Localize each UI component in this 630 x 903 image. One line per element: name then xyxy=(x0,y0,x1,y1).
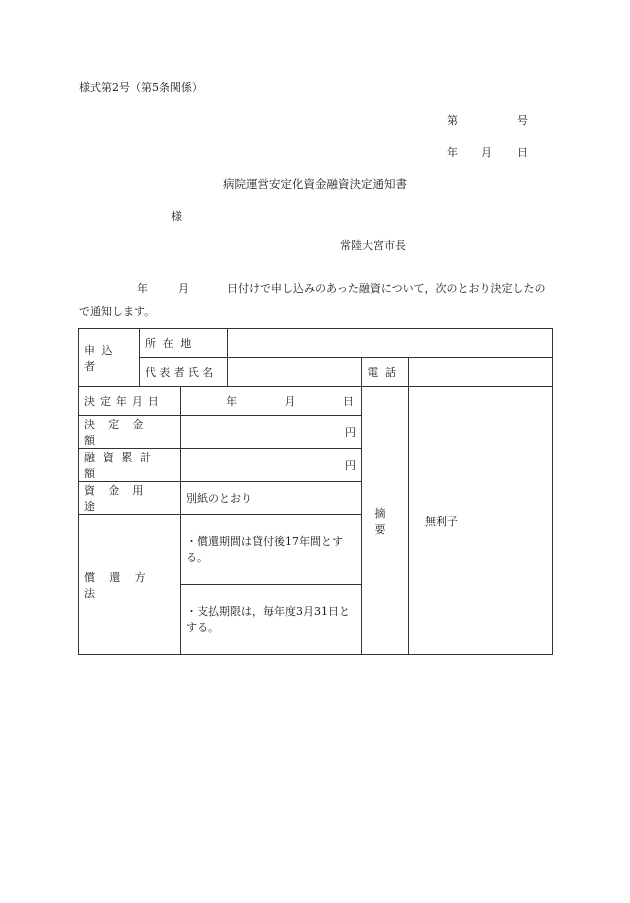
decision-date-month: 月 xyxy=(284,395,296,408)
document-number-prefix: 第 xyxy=(447,114,458,127)
decision-amount-label: 決定金額 xyxy=(79,416,181,449)
body-paragraph xyxy=(79,277,555,323)
decision-amount-yen: 円 xyxy=(345,426,356,439)
phone-field[interactable] xyxy=(409,358,553,387)
decision-date-day: 日 xyxy=(343,395,354,408)
addressee-suffix: 様 xyxy=(171,210,182,223)
decision-table xyxy=(78,328,553,655)
repayment-label: 償還方法 xyxy=(79,515,181,655)
issuer-name: 常陸大宮市長 xyxy=(340,239,406,252)
decision-date-field[interactable] xyxy=(181,387,362,416)
issue-date-month: 月 xyxy=(481,146,492,159)
body-text: 日付けで申し込みのあった融資について，次のとおり決定したので通知します。 xyxy=(79,282,546,318)
document-number-suffix: 号 xyxy=(517,114,528,127)
purpose-label: 資金用途 xyxy=(79,482,181,515)
form-number: 様式第2号（第5条関係） xyxy=(79,81,203,94)
repayment-deadline: ・支払期限は，毎年度3月31日とする。 xyxy=(181,585,362,655)
representative-field[interactable] xyxy=(228,358,362,387)
applicant-label: 申込者 xyxy=(79,329,140,387)
cumulative-amount-yen: 円 xyxy=(345,459,356,472)
remarks-value: 無利子 xyxy=(409,387,553,655)
body-year: 年 xyxy=(137,282,148,295)
issue-date-day: 日 xyxy=(517,146,528,159)
repayment-term: ・償還期間は貸付後17年間とする。 xyxy=(181,515,362,585)
decision-date-year: 年 xyxy=(226,395,237,408)
issue-date-year: 年 xyxy=(447,146,458,159)
remarks-label: 摘要 xyxy=(362,387,409,655)
document-title: 病院運営安定化資金融資決定通知書 xyxy=(223,177,407,191)
cumulative-amount-label: 融資累計額 xyxy=(79,449,181,482)
address-label: 所在地 xyxy=(140,329,228,358)
body-month: 月 xyxy=(178,282,189,295)
purpose-value: 別紙のとおり xyxy=(181,482,362,515)
phone-label: 電話 xyxy=(362,358,409,387)
cumulative-amount-field[interactable] xyxy=(181,449,362,482)
decision-date-label: 決定年月日 xyxy=(79,387,181,416)
decision-amount-field[interactable] xyxy=(181,416,362,449)
address-field[interactable] xyxy=(228,329,553,358)
representative-label: 代表者氏名 xyxy=(140,358,228,387)
